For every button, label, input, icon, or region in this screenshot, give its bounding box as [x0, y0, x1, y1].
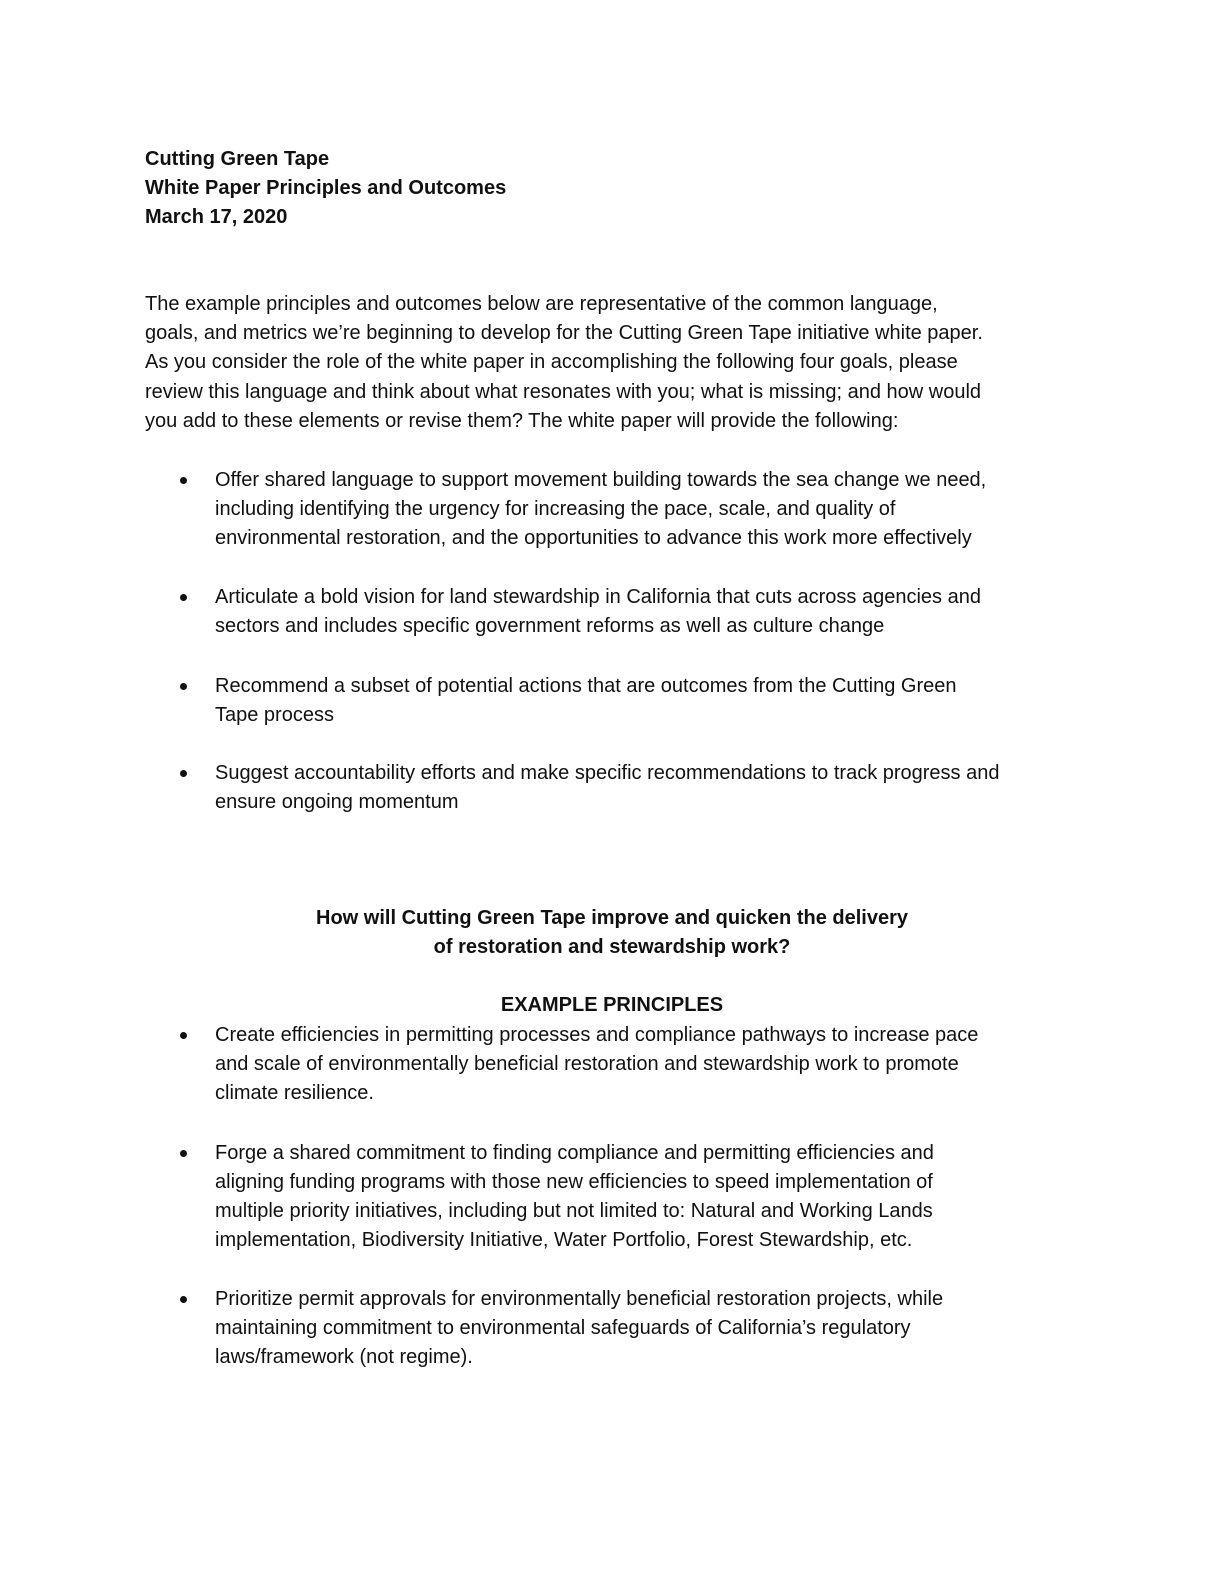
goal-line: ensure ongoing momentum: [215, 791, 459, 813]
document-subtitle: White Paper Principles and Outcomes: [145, 177, 507, 199]
bullet-icon: [180, 477, 187, 484]
section-question-line2: of restoration and stewardship work?: [433, 936, 791, 958]
goal-line: Suggest accountability efforts and make specific recommendations to track progress and: [215, 762, 1000, 784]
principle-line: climate resilience.: [215, 1082, 374, 1104]
document-title: Cutting Green Tape: [145, 148, 330, 170]
principle-line: laws/framework (not regime).: [215, 1346, 473, 1368]
bullet-icon: [180, 1150, 187, 1157]
goal-line: Offer shared language to support movement building towards the sea change we need,: [215, 469, 987, 491]
principle-line: and scale of environmentally beneficial restoration and stewardship work to promote: [215, 1053, 959, 1075]
intro-line: As you consider the role of the white paper in accomplishing the following four goals, please: [145, 351, 958, 374]
intro-line: goals, and metrics we’re beginning to develop for the Cutting Green Tape initiative white paper.: [145, 322, 983, 345]
section-question-line1: How will Cutting Green Tape improve and quicken the delivery: [316, 907, 908, 929]
document-date: March 17, 2020: [145, 206, 288, 228]
section-heading: EXAMPLE PRINCIPLES: [500, 994, 724, 1016]
bullet-icon: [180, 594, 187, 601]
goal-line: Tape process: [215, 704, 334, 726]
principle-line: implementation, Biodiversity Initiative, Water Portfolio, Forest Stewardship, etc.: [215, 1229, 913, 1251]
bullet-icon: [180, 1296, 187, 1303]
intro-line: review this language and think about what resonates with you; what is missing; and how would: [145, 380, 982, 403]
principle-line: multiple priority initiatives, including but not limited to: Natural and Working Lands: [215, 1200, 933, 1222]
intro-line: you add to these elements or revise them? The white paper will provide the following:: [145, 409, 899, 432]
principle-line: Create efficiencies in permitting processes and compliance pathways to increase pace: [215, 1024, 979, 1046]
goal-line: Articulate a bold vision for land stewardship in California that cuts across agencies and: [215, 586, 981, 608]
intro-line: The example principles and outcomes below are representative of the common language,: [145, 293, 938, 315]
goal-line: sectors and includes specific government reforms as well as culture change: [215, 615, 885, 637]
principle-line: maintaining commitment to environmental safeguards of California’s regulatory: [215, 1317, 911, 1339]
bullet-icon: [180, 770, 187, 777]
goal-line: environmental restoration, and the opportunities to advance this work more effectively: [215, 527, 972, 549]
principle-line: Prioritize permit approvals for environmentally beneficial restoration projects, while: [215, 1288, 944, 1310]
principle-line: Forge a shared commitment to finding compliance and permitting efficiencies and: [215, 1142, 934, 1164]
bullet-icon: [180, 683, 187, 690]
goal-line: including identifying the urgency for increasing the pace, scale, and quality of: [215, 498, 896, 520]
intro-paragraph: [145, 290, 1085, 436]
goal-line: Recommend a subset of potential actions that are outcomes from the Cutting Green: [215, 675, 957, 697]
principle-line: aligning funding programs with those new efficiencies to speed implementation of: [215, 1171, 933, 1193]
bullet-icon: [180, 1032, 187, 1039]
